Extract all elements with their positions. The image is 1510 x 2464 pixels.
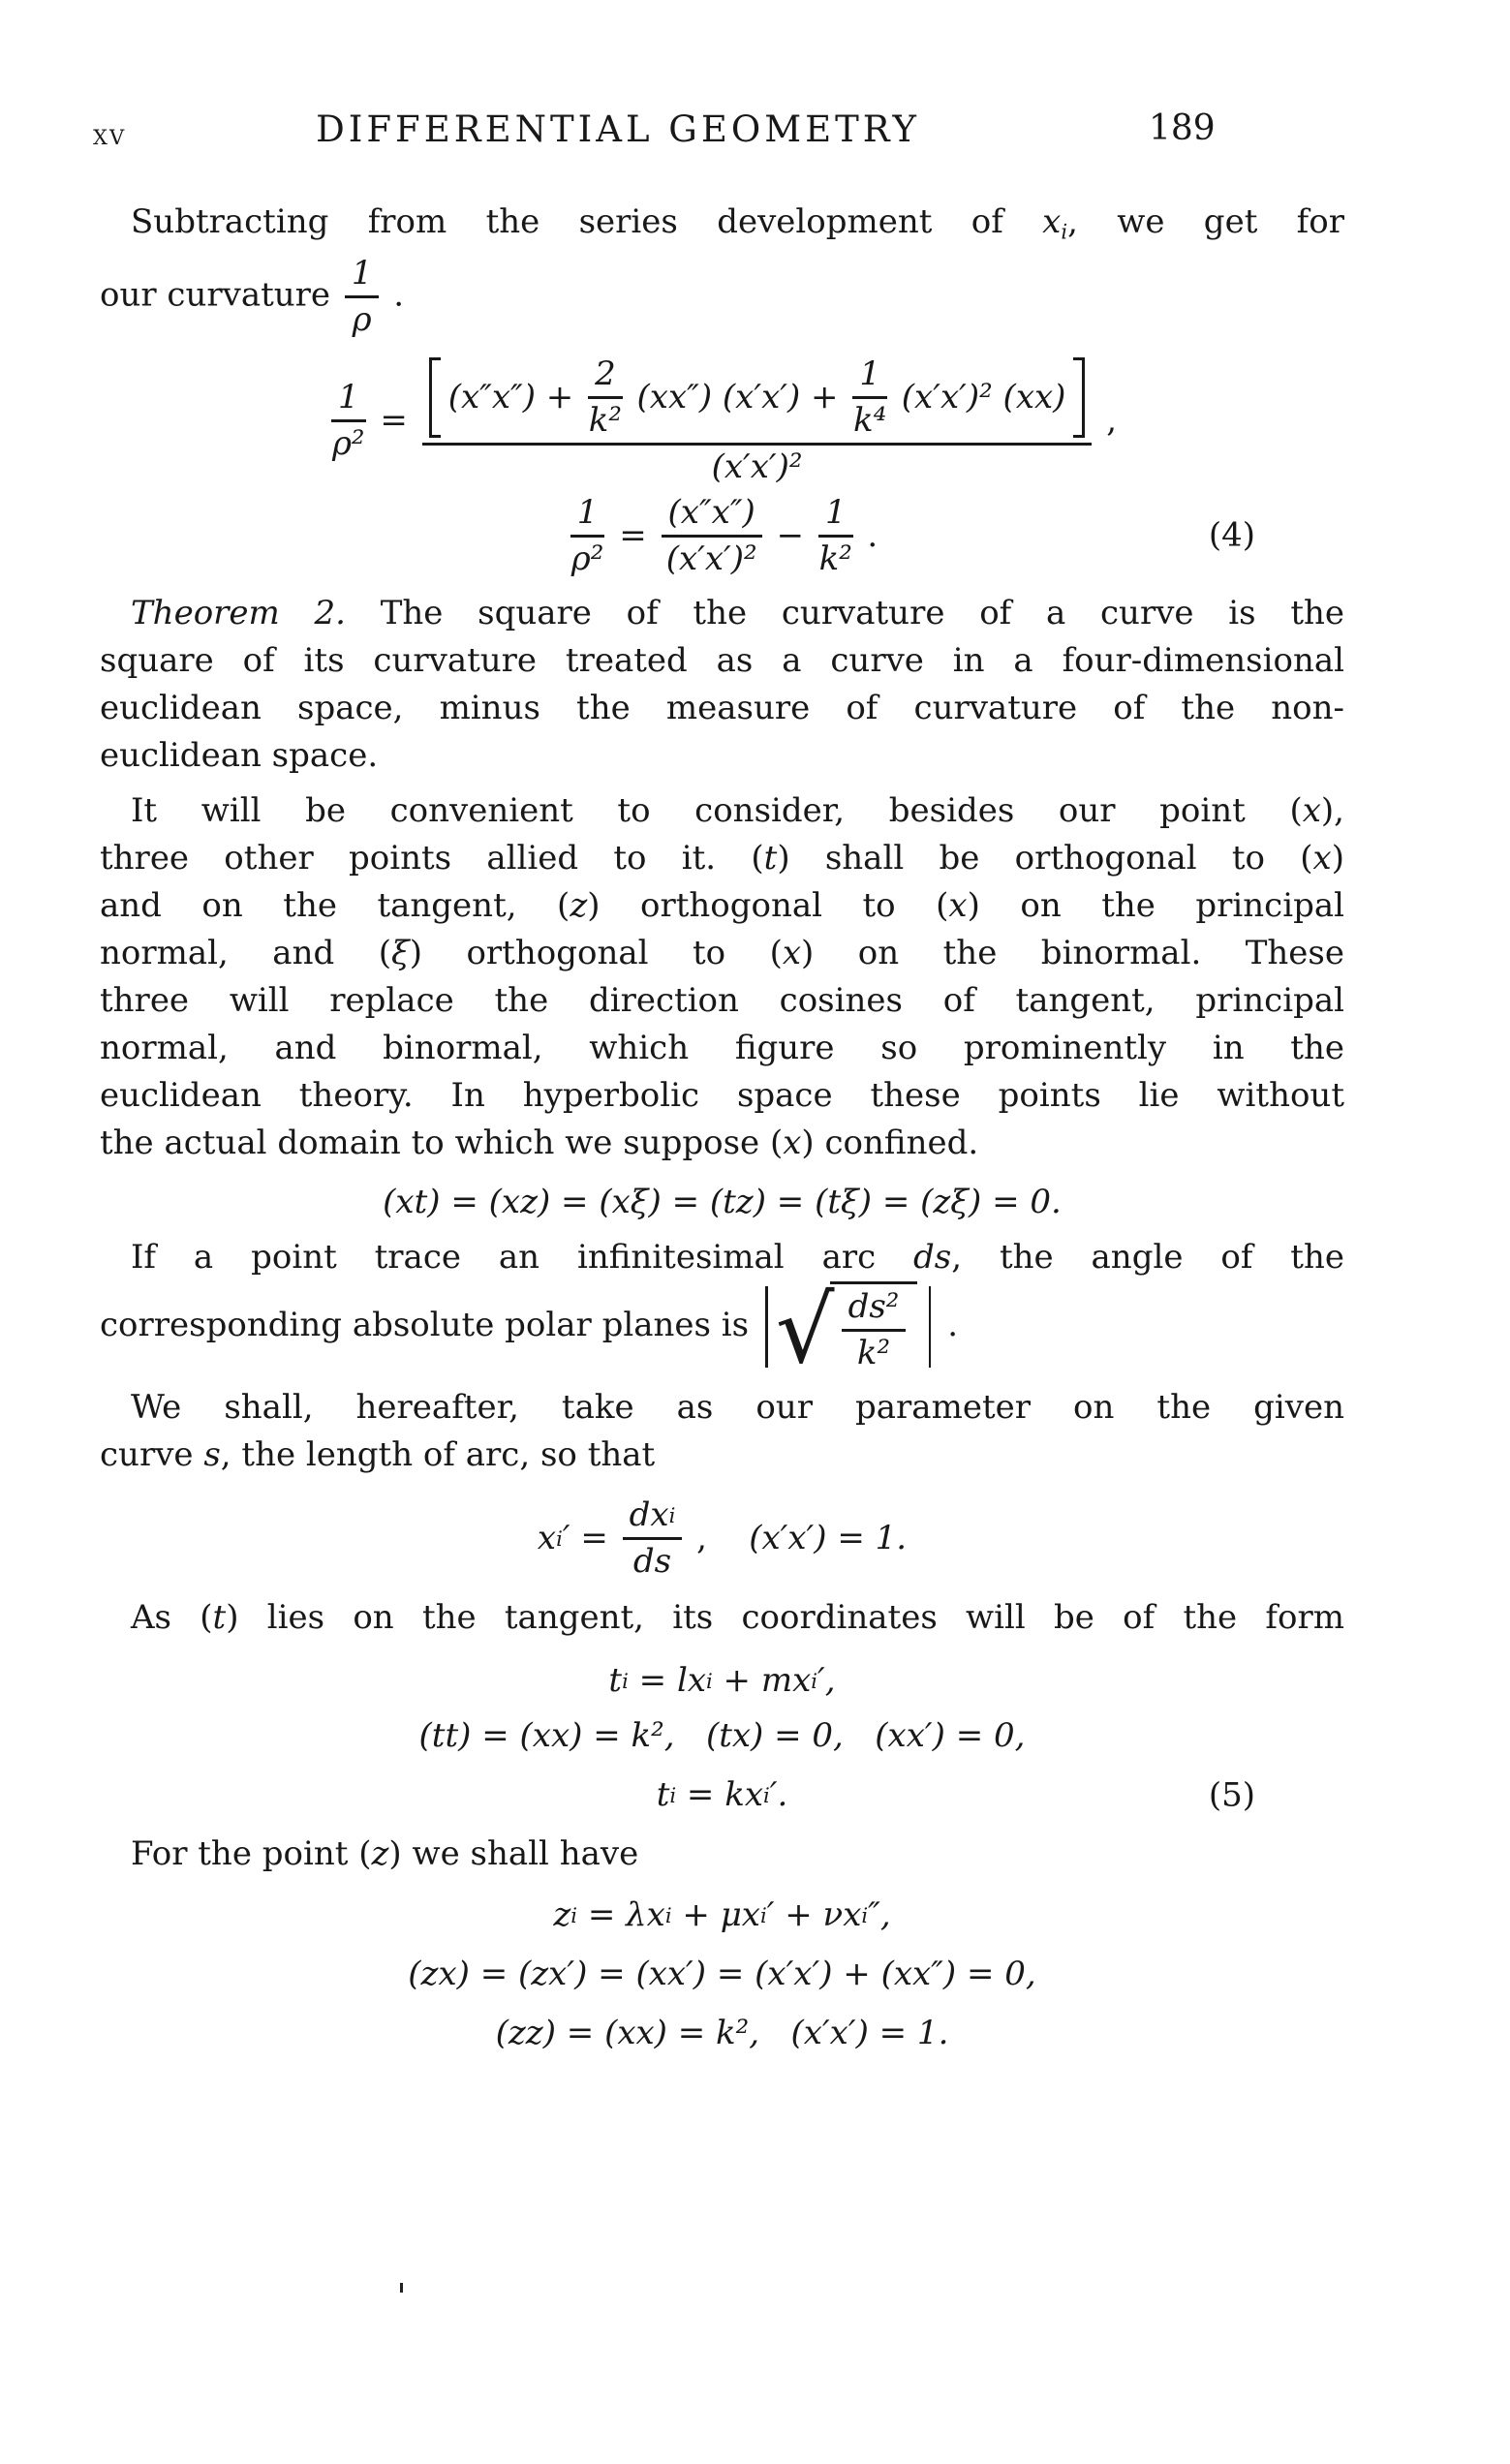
text-column bbox=[100, 199, 1344, 2069]
equation-curvature-expansion: $\frac{1}{\text{ρ²}}$ = (x″x″) + $\frac{2}{\text{k²}}$ (xx″) (x′x′) + $\frac{1}{\text{k⁴}}$ (x′x′)² (xx) (x′x′)² , bbox=[331, 354, 1118, 486]
paragraph-theorem-2 bbox=[100, 590, 1344, 780]
scan-speck bbox=[400, 2283, 403, 2293]
fraction: $\frac{1}{\text{k²}}$ bbox=[818, 492, 852, 578]
text-line: normal, and binormal, which figure so prominently in the bbox=[100, 1028, 1344, 1067]
abs-radical-expression: √ $\frac{\text{ds²}}{\text{k²}}$ bbox=[765, 1281, 932, 1372]
text-line: euclidean theory. In hyperbolic space these points lie without bbox=[100, 1075, 1344, 1115]
text-line: If a point trace an infinitesimal arc ds, the angle of the bbox=[131, 1237, 1344, 1277]
text-line: corresponding absolute polar planes is √ $\frac{\text{ds²}}{\text{k²}}$ . bbox=[100, 1278, 959, 1385]
text-line: euclidean space. bbox=[100, 735, 379, 775]
page-number: 189 bbox=[1149, 108, 1216, 148]
fraction: $\frac{2}{\text{k²}}$ bbox=[588, 354, 623, 440]
text-line: Subtracting from the series development of $x_i$, we get for bbox=[131, 202, 1344, 244]
equation-z-coordinates: z i = λx i + μx i ′ + νx i ″, bbox=[553, 1895, 891, 1935]
fraction: $\frac{1}{\text{ρ²}}$ bbox=[331, 377, 365, 463]
fraction: $\frac{1}{\rho}$ bbox=[345, 255, 380, 339]
fraction: $\frac{1}{\text{k⁴}}$ bbox=[853, 354, 887, 440]
equation-zz-conditions: (zz) = (xx) = k², (x′x′) = 1. bbox=[495, 2014, 949, 2053]
equation-number-5: (5) bbox=[1208, 1775, 1255, 1815]
paragraph-we-shall bbox=[100, 1384, 1344, 1479]
fraction: dx i ds bbox=[623, 1496, 683, 1581]
paragraph-subtracting bbox=[100, 199, 1344, 340]
paragraph-for-point-z bbox=[100, 1831, 1344, 1878]
paragraph-as-t-lies bbox=[100, 1594, 1344, 1642]
text-line: three other points allied to it. (t) shall be orthogonal to (x) bbox=[100, 838, 1344, 878]
radical-sign: √ bbox=[775, 1278, 835, 1385]
equation-5 bbox=[100, 1771, 1344, 1819]
equation-zx-conditions: (zx) = (zx′) = (xx′) = (x′x′) + (xx″) = 0, bbox=[408, 1955, 1036, 1994]
text-line: three will replace the direction cosines of tangent, principal bbox=[100, 980, 1344, 1020]
running-head bbox=[0, 105, 1510, 163]
text-line: and on the tangent, (z) orthogonal to (x) on the principal bbox=[100, 885, 1344, 925]
paragraph-convenient bbox=[100, 787, 1344, 1167]
equation-5-body: t i = kx i ′. bbox=[656, 1775, 788, 1815]
text-line: As (t) lies on the tangent, its coordinates will be of the form bbox=[131, 1598, 1344, 1638]
text-line: It will be convenient to consider, besides our point (x), bbox=[131, 790, 1344, 830]
text-line: curve s, the length of arc, so that bbox=[100, 1435, 656, 1475]
equation-tt-conditions: (tt) = (xx) = k², (tx) = 0, (xx′) = 0, bbox=[418, 1716, 1026, 1756]
text-line: For the point (z) we shall have bbox=[131, 1834, 639, 1874]
fraction: $\frac{1}{\text{ρ²}}$ bbox=[570, 492, 604, 578]
equation-4 bbox=[100, 494, 1344, 578]
fraction: $\frac{(x''x'')}{\text{(x′x′)²}}$ bbox=[662, 494, 762, 578]
equation-orthogonality: (xt) = (xz) = (xξ) = (tz) = (tξ) = (zξ) = 0. bbox=[383, 1182, 1062, 1221]
equation-number-4: (4) bbox=[1208, 515, 1255, 555]
text-line: square of its curvature treated as a curve in a four-dimensional bbox=[100, 640, 1344, 680]
equation-t-coordinates: t i = lx i + mx i ′, bbox=[608, 1661, 836, 1701]
chapter-folio: xv bbox=[93, 118, 127, 152]
running-title: DIFFERENTIAL GEOMETRY bbox=[316, 108, 920, 150]
text-line: We shall, hereafter, take as our parameter on the given bbox=[131, 1388, 1344, 1428]
fraction: (x″x″) + $\frac{2}{\text{k²}}$ (xx″) (x′x′) + $\frac{1}{\text{k⁴}}$ (x′x′)² (xx) (x′x′)² bbox=[422, 355, 1093, 486]
text-line: normal, and (ξ) orthogonal to (x) on the binormal. These bbox=[100, 933, 1345, 972]
text-line: the actual domain to which we suppose (x) confined. bbox=[100, 1123, 979, 1162]
equation-4-body: $\frac{1}{\text{ρ²}}$ = $\frac{(x''x'')}{\text{(x′x′)²}}$ − $\frac{1}{\text{k²}}$ . bbox=[570, 492, 878, 578]
text-line: our curvature $\frac{1}{\rho}$ . bbox=[100, 254, 405, 340]
equation-parameter: x i ′ = dx i ds , (x′x′) = 1. bbox=[537, 1495, 908, 1582]
text-line: Theorem 2. The square of the curvature of a curve is the bbox=[131, 593, 1345, 632]
text-line: euclidean space, minus the measure of curvature of the non- bbox=[100, 688, 1344, 727]
paragraph-infinitesimal-arc bbox=[100, 1234, 1344, 1385]
